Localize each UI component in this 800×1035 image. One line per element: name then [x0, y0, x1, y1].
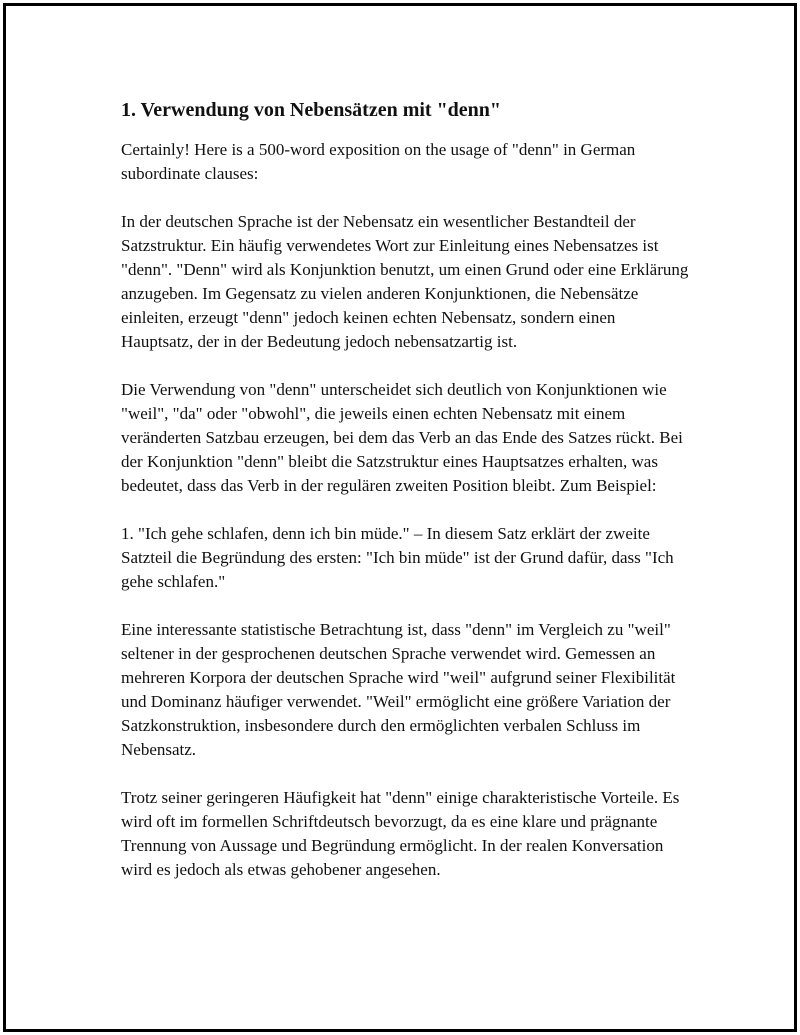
paragraph-advantages: Trotz seiner geringeren Häufigkeit hat "denn" einige charakteristische Vorteile. Es wird oft im formellen Schriftdeutsch bevorzugt, da es eine klare und prägnante Trennung von Aussage und Begründung ermöglicht. In der realen Konversation wird es jedoch als etwas gehobener angesehen.	[121, 788, 680, 879]
document-title: 1. Verwendung von Nebensätzen mit "denn"	[121, 99, 502, 121]
page-border	[3, 3, 797, 1032]
paragraph-example: 1. "Ich gehe schlafen, denn ich bin müde." – In diesem Satz erklärt der zweite Satzteil die Begründung des ersten: "Ich bin müde" ist der Grund dafür, dass "Ich gehe schlafen."	[121, 524, 674, 591]
document-body	[121, 96, 691, 906]
paragraph-nebensatz: In der deutschen Sprache ist der Nebensatz ein wesentlicher Bestandteil der Satzstruktur. Ein häufig verwendetes Wort zur Einleitung eines Nebensatzes ist "denn". "Denn" wird als Konjunktion benutzt, um einen Grund oder eine Erklärung anzugeben. Im Gegensatz zu vielen anderen Konjunktionen, die Nebensätze einleiten, erzeugt "denn" jedoch keinen echten Nebensatz, sondern einen Hauptsatz, der in der Bedeutung jedoch nebensatzartig ist.	[121, 212, 689, 351]
intro-paragraph: Certainly! Here is a 500-word exposition on the usage of "denn" in German subordinate clauses:	[121, 140, 636, 183]
paragraph-konjunktionen: Die Verwendung von "denn" unterscheidet sich deutlich von Konjunktionen wie "weil", "da" oder "obwohl", die jeweils einen echten Nebensatz mit einem veränderten Satzbau erzeugen, bei dem das Verb an das Ende des Satzes rückt. Bei der Konjunktion "denn" bleibt die Satzstruktur eines Hauptsatzes erhalten, was bedeutet, dass das Verb in der regulären zweiten Position bleibt. Zum Beispiel:	[121, 380, 683, 495]
paragraph-statistics: Eine interessante statistische Betrachtung ist, dass "denn" im Vergleich zu "weil" seltener in der gesprochenen deutschen Sprache verwendet wird. Gemessen an mehreren Korpora der deutschen Sprache wird "weil" aufgrund seiner Flexibilität und Dominanz häufiger verwendet. "Weil" ermöglicht eine größere Variation der Satzkonstruktion, insbesondere durch den ermöglichten verbalen Schluss im Nebensatz.	[121, 620, 676, 759]
